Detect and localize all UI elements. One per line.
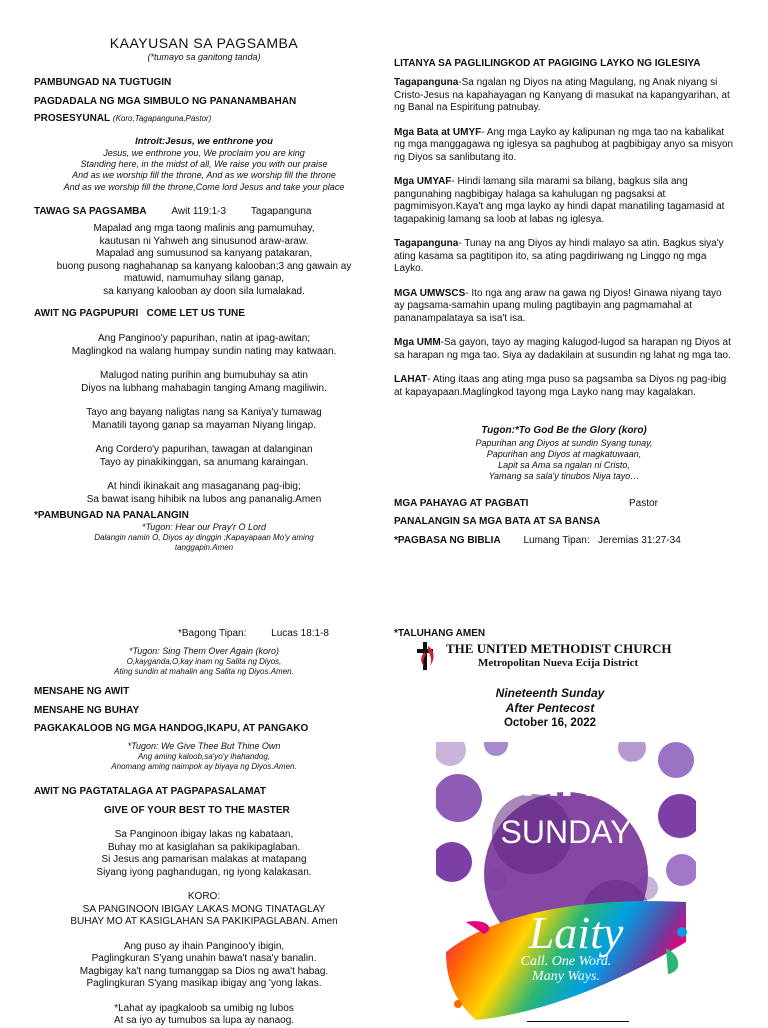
tawag-line: Mapalad ang mga taong malinis ang pamumuhay, xyxy=(93,223,315,234)
lyric-line: At hindi ikinakait ang masaganang pag-ibig; xyxy=(107,481,301,492)
tawag-text xyxy=(28,223,380,298)
lyric-line: Ang Panginoo'y papurihan, natin at ipag-awitan; xyxy=(97,333,311,344)
pk-line: Ang aming kaloob,sa'yo'y ihahandog, xyxy=(137,752,271,762)
speaker-label: MGA UMWSCS xyxy=(394,287,466,299)
umc-cross-flame-icon xyxy=(414,640,438,677)
pk-line: Anomang aming naimpok ay biyaya ng Diyos.Amen. xyxy=(111,762,297,772)
lyric-line: Diyos na lubhang mahabagin tanging Amang magiliwin. xyxy=(81,382,327,394)
speaker-label: Tagapanguna xyxy=(394,238,459,249)
tawag-leader: Tagapanguna xyxy=(250,206,312,217)
introit-lines xyxy=(28,148,380,193)
lyric-line: Ang puso ay ihain Panginoo'y ibigin, xyxy=(123,940,285,952)
speaker-label: Tagapanguna xyxy=(394,77,459,88)
cover-tagline-2: Many Ways. xyxy=(532,969,600,985)
speaker-text: - Ang mga Layko ay kalipunan ng mga tao na kabalikat ng mga manggagawa ng iglesya sa paghubog at pagbibigay anyo sa misyon ng Diyos sa sanlibutang ito. xyxy=(394,126,734,163)
section-pagdadala: PAGDADALA NG MGA SIMBULO NG PANANAMBAHAN xyxy=(34,96,297,107)
bagong-tipan-ref: Lucas 18:1-8 xyxy=(271,628,329,639)
speaker-text: - Ating itaas ang ating mga puso sa pagsamba sa Diyos ng pag-ibig at kapayapaan.Maglingkod tayong mga Layko nang may kagalakan. xyxy=(394,374,727,398)
laity-sunday-cover xyxy=(436,742,696,1024)
tawag-line: matuwid, namumuhay silang ganap, xyxy=(123,273,285,284)
tawag-line: kautusan ni Yahweh ang sinusunod araw-araw. xyxy=(99,235,309,247)
tugon-line: Papurihan ang Diyos at magkatuwaan, xyxy=(486,448,642,459)
pagkakaloob-tugon-block xyxy=(28,741,380,772)
introit-line: And as we worship fill the throne, And as we worship fill the throne xyxy=(72,170,336,181)
speaker-text: - Ito nga ang araw na gawa ng Diyos! Ginawa niyang tayo ay pagsama-samahin upang muling pagtibayin ang pagmamahal at pananampalataya sa isa't isa. xyxy=(394,287,722,324)
lyric-line: Ang Cordero'y papurihan, tawagan at dalanginan xyxy=(95,444,313,455)
cover-laity-word: LAITY xyxy=(491,751,641,807)
pagbasa-row xyxy=(394,535,681,548)
awit-pagpupuri-lyrics xyxy=(28,333,380,506)
lyric-line: Siyang iyong paghandugan, ng iyong kalakasan. xyxy=(96,866,312,878)
tawag-heading xyxy=(34,206,374,219)
bt-tugon: *Tugon: Sing Them Over Again (koro) xyxy=(128,646,280,656)
lyric-line: Magbigay ka't nang tumanggap sa Dios ng awa't habag. xyxy=(79,965,329,977)
speaker-text: -Sa gayon, tayo ay maging kalugod-lugod sa harapan ng Diyos at sa harapan ng mga tao. Siya ay dadakilain at susundin ng lahat ng mga tao. xyxy=(394,337,731,361)
litanya-para xyxy=(394,176,734,226)
koro-line: BUHAY MO AT KASIGLAHAN SA PAKIKIPAGLABAN. Amen xyxy=(70,916,338,927)
awit-pagtatalaga-heading: AWIT NG PAGTATALAGA AT PAGPAPASALAMAT xyxy=(34,786,267,797)
lyric-line: Si Jesus ang pamarisan malakas at matapang xyxy=(101,854,307,865)
litanya-para xyxy=(394,238,734,276)
tugon-line: Yamang sa sala'y tinubos Niya tayo… xyxy=(488,471,640,482)
litanya-para xyxy=(394,288,734,326)
introit-line: And as we worship fill the throne,Come lord Jesus and take your place xyxy=(63,181,345,192)
litanya-heading: LITANYA SA PAGLILINGKOD AT PAGIGING LAYKO NG IGLESIYA xyxy=(394,58,701,69)
bt-line: O,kayganda,O,kay inam ng Salita ng Diyos, xyxy=(126,657,282,667)
koro-line: SA PANGINOON IBIGAY LAKAS MONG TINATAGLAY xyxy=(82,903,326,915)
tawag-line: Mapalad ang sumusunod sa kanyang patakaran, xyxy=(95,248,313,259)
tawag-ref: Awit 119:1-3 xyxy=(171,206,227,217)
litanya-para xyxy=(394,77,734,115)
lyric-line: Sa bawat isang hihibik na lubos ang pananalig.Amen xyxy=(86,493,322,505)
litanya-para xyxy=(394,337,734,362)
lyric-line: Malugod nating purihin ang bumubuhay sa atin xyxy=(100,370,308,381)
bagong-tipan-tugon-block xyxy=(28,646,380,677)
litanya-para xyxy=(394,374,734,399)
page-subtitle: (*tumayo sa ganitong tanda) xyxy=(147,52,261,62)
introit-block xyxy=(28,136,380,193)
introit-line: Jesus, we enthrone you, We proclaim you are king xyxy=(103,147,305,158)
tugon-glory-title: Tugon:*To God Be the Glory (koro) xyxy=(481,425,647,436)
page-title: KAAYUSAN SA PAGSAMBA xyxy=(109,35,299,51)
lyric-line: At sa iyo ay tumubos sa lupa ay nanaog. xyxy=(113,1015,295,1026)
bagong-tipan-label: *Bagong Tipan: xyxy=(178,628,247,639)
bt-line: Ating sundin at mahalin ang Salita ng Diyos.Amen. xyxy=(114,667,294,677)
sunday-line-2: After Pentecost xyxy=(505,701,595,715)
tawag-line: sa kanyang kalooban ay doon sila lumalakad. xyxy=(103,285,305,297)
service-date-block xyxy=(470,686,630,730)
pagbasa-ref: Lumang Tipan: Jeremias 31:27-34 xyxy=(523,535,681,546)
section-prosesyunal xyxy=(34,113,211,126)
service-date: October 16, 2022 xyxy=(503,717,597,729)
tugon-glory-block xyxy=(394,425,734,483)
tawag-line: buong pusong naghahanap sa kanyang kalooban;3 ang gawain ay xyxy=(56,260,352,272)
lyric-line: Maglingkod na walang humpay sundin nating may katwaan. xyxy=(71,345,337,357)
speaker-label: Mga UMYAF xyxy=(394,176,452,187)
pk-tugon: *Tugon: We Give Thee But Thine Own xyxy=(127,741,281,751)
pagbasa-heading: *PAGBASA NG BIBLIA xyxy=(394,535,501,546)
mensahe-buhay: MENSAHE NG BUHAY xyxy=(34,705,140,716)
lyric-line: Sa Panginoon ibigay lakas ng kabataan, xyxy=(114,829,294,840)
lyric-line: Tayo ang bayang naligtas nang sa Kaniya'y tumawag xyxy=(86,407,322,418)
litanya-body xyxy=(394,77,734,399)
panalangin-heading: *PAMBUNGAD NA PANALANGIN xyxy=(34,510,189,521)
church-name: THE UNITED METHODIST CHURCH xyxy=(446,641,672,656)
lyric-line: Paglingkuran S'yang unahin bawa't nasa'y banalin. xyxy=(91,953,317,964)
speaker-label: LAHAT xyxy=(394,374,428,385)
lyric-line: *Lahat ay ipagkaloob sa umibig ng lubos xyxy=(114,1002,294,1014)
cover-sunday-word: SUNDAY xyxy=(500,814,632,850)
lyric-line: Paglingkuran S'yang masikap ibigay ang 'yong lakas. xyxy=(86,978,322,989)
cover-tagline-1: Call. One Word. xyxy=(520,954,612,969)
section-pambungad: PAMBUNGAD NA TUGTUGIN xyxy=(34,77,172,88)
speaker-label: Mga UMM xyxy=(394,337,441,348)
mensahe-awit: MENSAHE NG AWIT xyxy=(34,686,130,697)
pahayag-heading: MGA PAHAYAG AT PAGBATI xyxy=(394,498,529,509)
speaker-text: -Sa ngalan ng Diyos na ating Magulang, ng Anak niyang si Cristo-Jesus na kapahayagan ng Kanyang di masukat na kapangyarihan, at ng Banal na Espiritung patnubay. xyxy=(394,77,730,113)
speaker-text: - Tunay na ang Diyos ay hindi malayo sa atin. Bagkus siya'y ating kasama sa pagtitipon ito, sa ating pagdiriwang ng Linggo ng mga Layko. xyxy=(394,238,724,274)
speaker-label: Mga Bata at UMYF xyxy=(394,126,482,138)
cover-laity-script: Laity xyxy=(528,907,624,958)
prosesyunal-note: (Koro,Tagapanguna,Pastor) xyxy=(112,114,212,123)
district-name: Metropolitan Nueva Ecija District xyxy=(478,657,639,669)
koro-label: KORO: xyxy=(187,891,221,902)
give-title: GIVE OF YOUR BEST TO THE MASTER xyxy=(104,805,290,816)
tawag-label: TAWAG SA PAGSAMBA xyxy=(34,206,147,217)
introit-title: Introit:Jesus, we enthrone you xyxy=(135,136,273,147)
introit-line: Standing here, in the midst of all, We raise you with our praise xyxy=(80,159,328,170)
give-lyrics xyxy=(28,829,380,1028)
bagong-tipan xyxy=(178,628,329,641)
lyric-line: Tayo ay pinakikinggan, sa anumang karaingan. xyxy=(99,456,309,468)
pagkakaloob-heading: PAGKAKALOOB NG MGA HANDOG,IKAPU, AT PANGAKO xyxy=(34,723,309,734)
speaker-text: - Hindi lamang sila marami sa bilang, bagkus sila ang pangunahing nagbibigay halaga sa kahulugan ng pagsaksi at pagmimisyon.Kaya't ang mga layko ay hindi dapat manatiling tagamasid at tagapakinig lamang sa loob at labas ng iglesya. xyxy=(394,176,725,225)
panalangin-tugon-block xyxy=(28,522,380,553)
cover-tagline xyxy=(486,954,646,985)
taluhang-heading: *TALUHANG AMEN xyxy=(394,628,486,639)
lyric-line: Manatili tayong ganap sa mayaman Niyang lingap. xyxy=(91,419,317,431)
lyric-line: Buhay mo at kasiglahan sa pakikipaglaban. xyxy=(107,841,301,853)
panalangin-bata-heading: PANALANGIN SA MGA BATA AT SA BANSA xyxy=(394,516,601,527)
divider-line xyxy=(527,1021,629,1022)
pahayag-who: Pastor xyxy=(629,498,658,509)
panalangin-tugon: *Tugon: Hear our Pray'r O Lord xyxy=(141,522,267,532)
prosesyunal-label: PROSESYUNAL xyxy=(34,113,111,124)
awit-pagpupuri-heading: AWIT NG PAGPUPURI COME LET US TUNE xyxy=(34,308,245,319)
tugon-line: Papurihan ang Diyos at sundin Syang tunay, xyxy=(475,437,653,448)
panalangin-line: Dalangin namin O, Diyos ay dinggin ;Kapayapaan Mo'y aming xyxy=(94,533,314,543)
tugon-line: Lapit sa Ama sa ngalan ni Cristo, xyxy=(498,460,630,470)
panalangin-line: tanggapin.Amen xyxy=(174,543,234,553)
sunday-line-1: Nineteenth Sunday xyxy=(495,686,605,700)
litanya-para xyxy=(394,127,734,165)
